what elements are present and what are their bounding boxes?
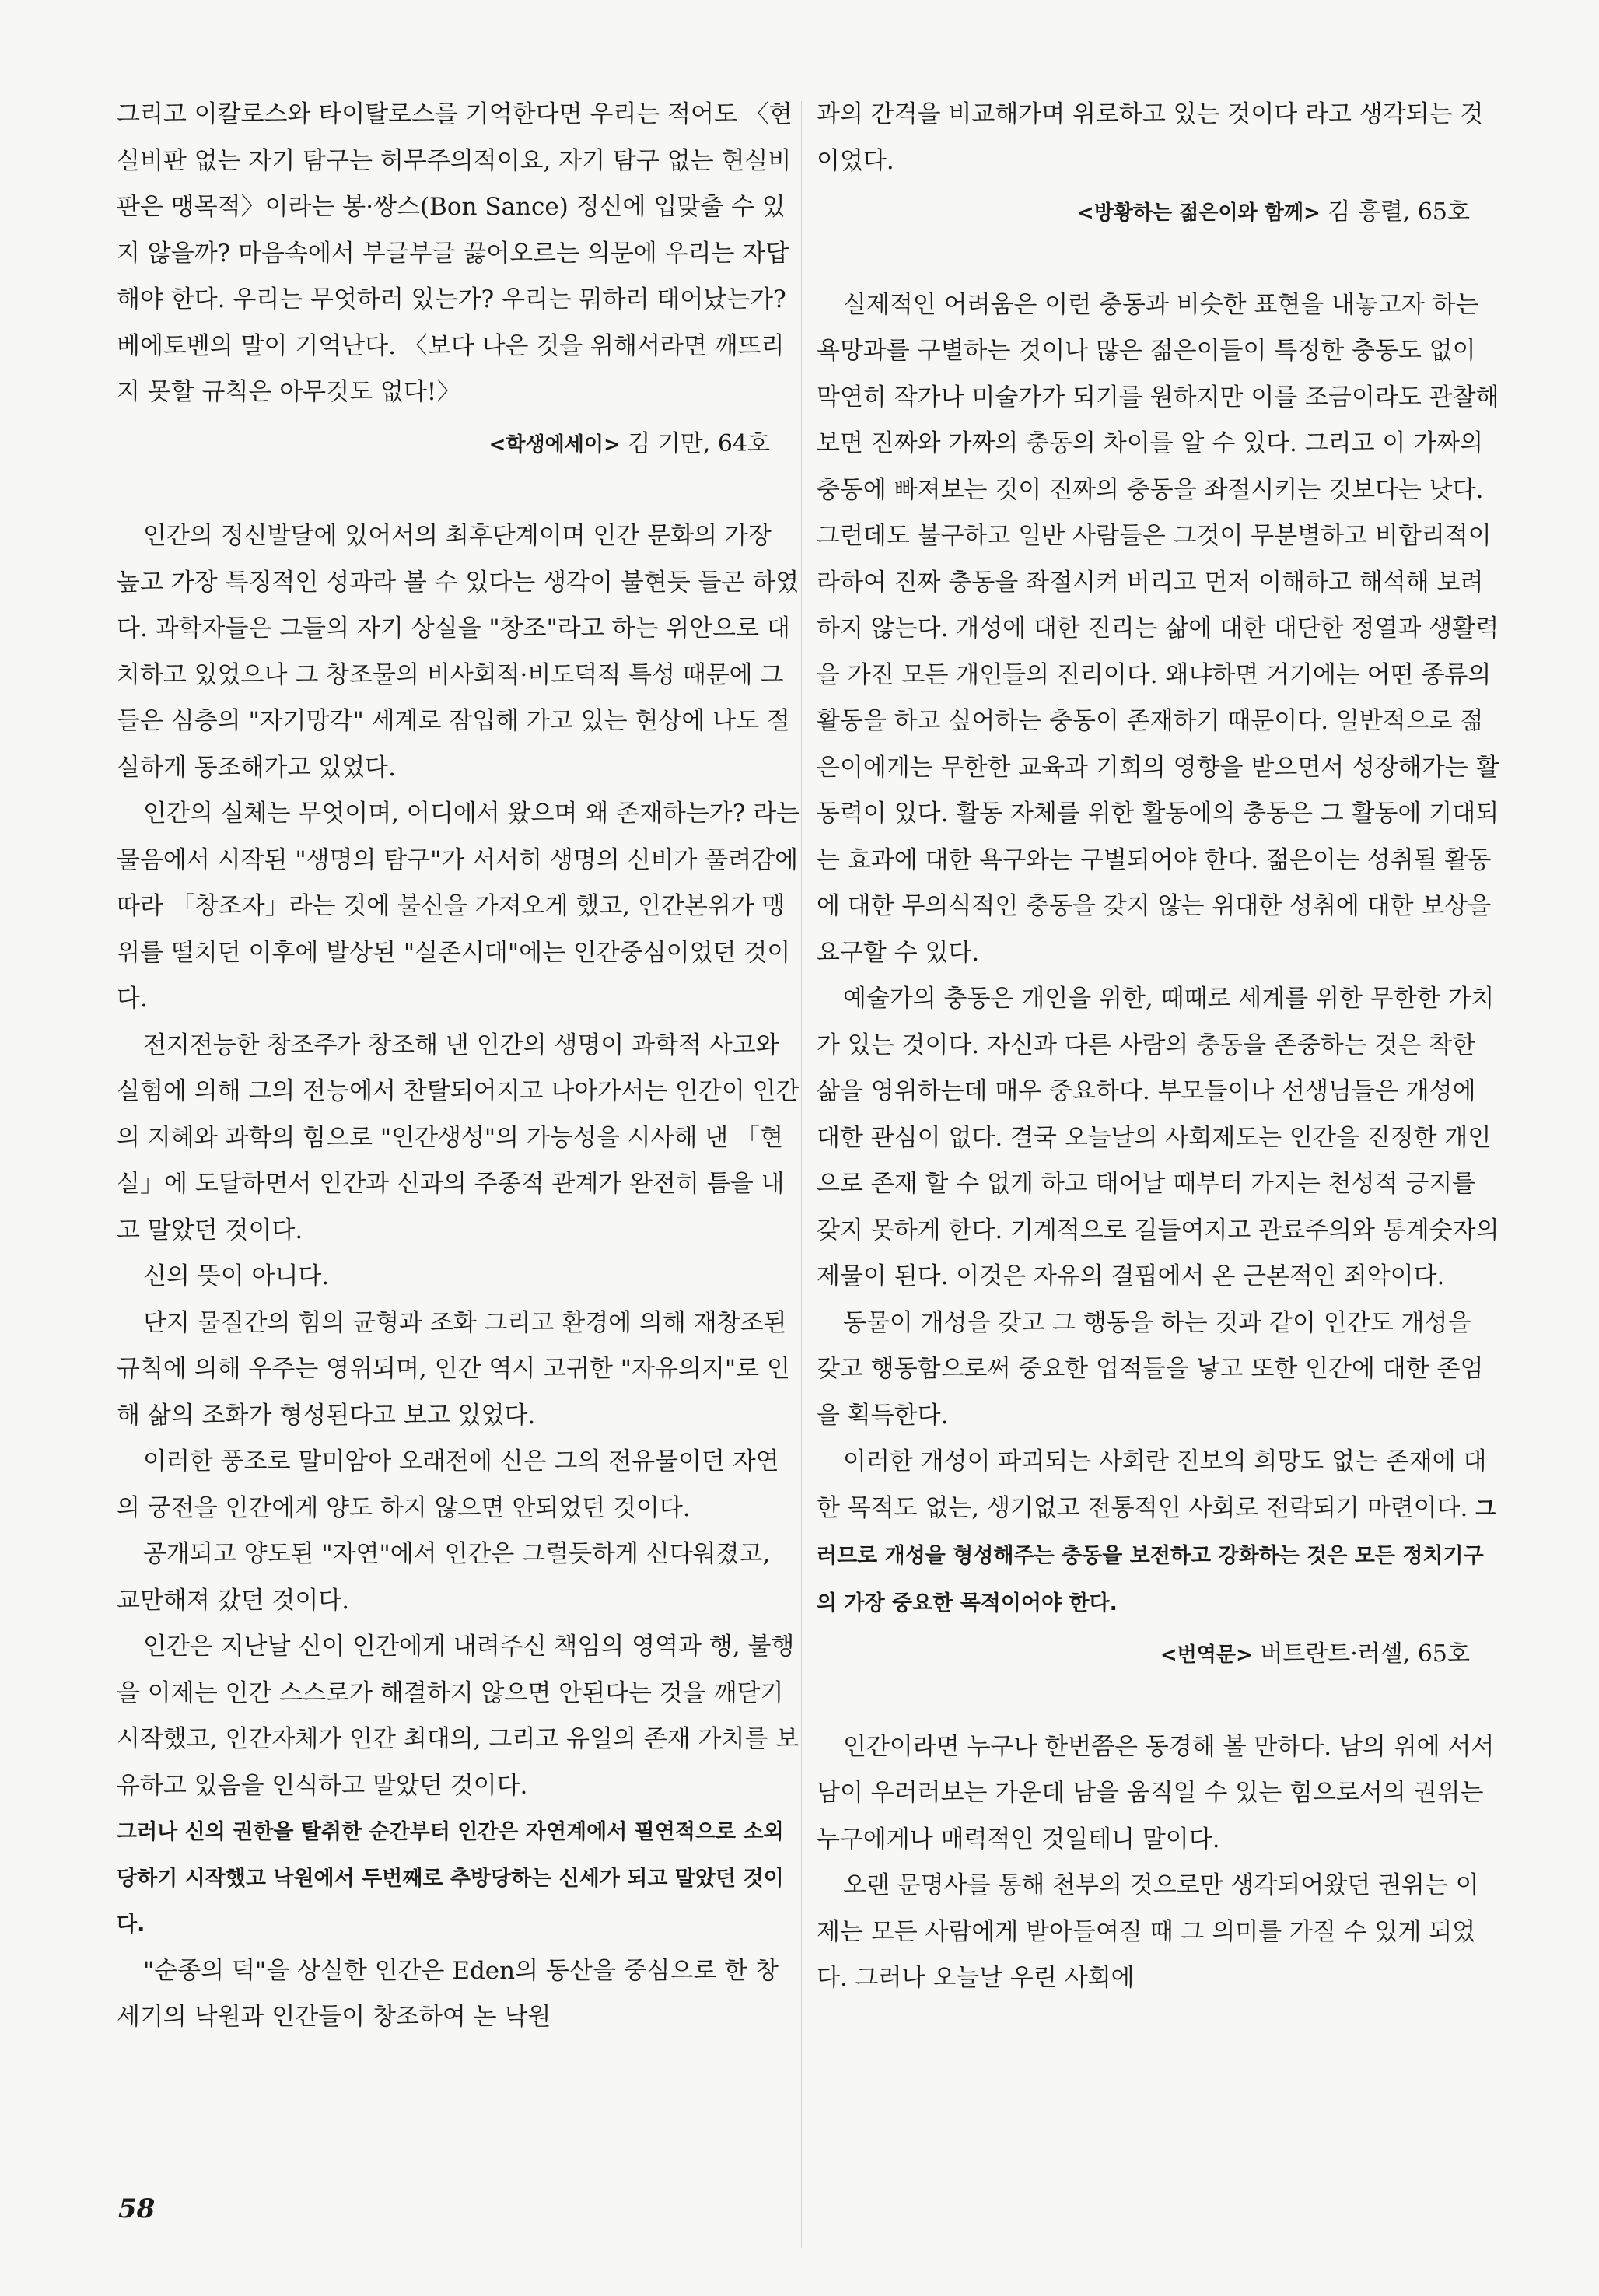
source-citation [817,1631,1501,1679]
source-tag: <번역문> [1160,1643,1253,1667]
paragraph: 과의 간격을 비교해가며 위로하고 있는 것이다 라고 생각되는 것이었다. [817,100,1484,175]
paragraph: 인간이라면 누구나 한번쯤은 동경해 볼 만하다. 남의 위에 서서 남이 우러러보는 가운데 남을 움직일 수 있는 힘으로서의 권위는 누구에게나 매력적인 것일테니 말이다. [817,1732,1495,1853]
paragraph: 공개되고 양도된 "자연"에서 인간은 그럴듯하게 신다워졌고, 교만해져 갔던 것이다. [117,1540,771,1615]
source-author: 김 흥렬, 65호 [1328,198,1470,226]
left-column [117,92,801,2041]
paragraph: "순종의 덕"을 상실한 인간은 Eden의 동산을 중심으로 한 창세기의 낙원과 인간들이 창조하여 논 낙원 [117,1956,779,2031]
right-column [817,92,1501,2002]
bold-text: 그러므로 개성을 형성해주는 충동을 보전하고 강화하는 것은 모든 정치기구의 가장 중요한 목적이어야 한다. [817,1496,1496,1615]
paragraph: 인간의 실체는 무엇이며, 어디에서 왔으며 왜 존재하는가? 라는 물음에서 시작된 "생명의 탐구"가 서서히 생명의 신비가 풀려감에 따라 「창조자」라는 것에 불신을 가져오게 했고, 인간본위가 맹위를 떨치던 이후에 발상된 "실존시대"에는 인간중심이었던 것이다. [117,800,800,1013]
paragraph: 그리고 이칼로스와 타이탈로스를 기억한다면 우리는 적어도 〈현실비판 없는 자기 탐구는 허무주의적이요, 자기 탐구 없는 현실비판은 맹목적〉이라는 봉·쌍스(Bon Sance) 정신에 입맞출 수 있지 않을까? 마음속에서 부글부글 끓어오르는 의문에 우리는 자답해야 한다. 우리는 무엇하러 있는가? 우리는 뭐하러 태어났는가? 베에토벤의 말이 기억난다. 〈보다 나은 것을 위해서라면 깨뜨리지 못할 규칙은 아무것도 없다!〉 [117,100,793,406]
paragraph: 실제적인 어려움은 이런 충동과 비슷한 표현을 내놓고자 하는 욕망과를 구별하는 것이나 많은 젊은이들이 특정한 충동도 없이 막연히 작가나 미술가가 되기를 원하지만 이를 조금이라도 관찰해 보면 진짜와 가짜의 충동의 차이를 알 수 있다. 그리고 이 가짜의 충동에 빠져보는 것이 진짜의 충동을 좌절시키는 것보다는 낫다. 그런데도 불구하고 일반 사람들은 그것이 무분별하고 비합리적이라하여 진짜 충동을 좌절시켜 버리고 먼저 이해하고 해석해 보려 하지 않는다. 개성에 대한 진리는 삶에 대한 대단한 정열과 생활력을 가진 모든 개인들의 진리이다. 왜냐하면 거기에는 어떤 종류의 활동을 하고 싶어하는 충동이 존재하기 때문이다. 일반적으로 젊은이에게는 무한한 교육과 기회의 영향을 받으면서 성장해가는 활동력이 있다. 활동 자체를 위한 활동에의 충동은 그 활동에 기대되는 효과에 대한 욕구와는 구별되어야 한다. 젊은이는 성취될 활동에 대한 무의식적인 충동을 갖지 않는 위대한 성취에 대한 보상을 요구할 수 있다. [817,290,1499,967]
source-citation [117,421,801,469]
source-author: 김 기만, 64호 [628,429,770,457]
paragraph: 오랜 문명사를 통해 천부의 것으로만 생각되어왔던 권위는 이제는 모든 사람에게 받아들여질 때 그 의미를 가질 수 있게 되었다. 그러나 오늘날 우린 사회에 [817,1871,1479,1992]
paragraph-text: 이러한 개성이 파괴되는 사회란 진보의 희망도 없는 존재에 대한 목적도 없는, 생기없고 전통적인 사회로 전락되기 마련이다. [817,1447,1487,1522]
paragraph: 동물이 개성을 갖고 그 행동을 하는 것과 같이 인간도 개성을 갖고 행동함으로써 중요한 업적들을 낳고 또한 인간에 대한 존엄을 획득한다. [817,1308,1484,1430]
paragraph: 단지 물질간의 힘의 균형과 조화 그리고 환경에 의해 재창조된 규칙에 의해 우주는 영위되며, 인간 역시 고귀한 "자유의지"로 인해 삶의 조화가 형성된다고 보고 있었다. [117,1308,790,1430]
paragraph: 예술가의 충동은 개인을 위한, 때때로 세계를 위한 무한한 가치가 있는 것이다. 자신과 다른 사람의 충동을 존중하는 것은 착한 삶을 영위하는데 매우 중요하다. 부모들이나 선생님들은 개성에 대한 관심이 없다. 결국 오늘날의 사회제도는 인간을 진정한 개인으로 존재 할 수 없게 하고 태어날 때부터 가지는 천성적 긍지를 갖지 못하게 한다. 기계적으로 길들여지고 관료주의와 통계숫자의 제물이 된다. 이것은 자유의 결핍에서 온 근본적인 죄악이다. [817,985,1499,1290]
paragraph: 전지전능한 창조주가 창조해 낸 인간의 생명이 과학적 사고와 실험에 의해 그의 전능에서 찬탈되어지고 나아가서는 인간이 인간의 지혜와 과학의 힘으로 "인간생성"의 가능성을 시사해 낸 「현실」에 도달하면서 인간과 신과의 주종적 관계가 완전히 틈을 내고 말았던 것이다. [117,1031,800,1244]
paragraph [817,1439,1501,1626]
source-tag: <학생에세이> [488,432,621,457]
paragraph: 인간은 지난날 신이 인간에게 내려주신 책임의 영역과 행, 불행을 이제는 인간 스스로가 해결하지 않으면 안된다는 것을 깨닫기 시작했고, 인간자체가 인간 최대의, 그리고 유일의 존재 가치를 보유하고 있음을 인식하고 말았던 것이다. [117,1633,800,1800]
source-citation [817,189,1501,237]
source-tag: <방황하는 젊은이와 함께> [1076,201,1321,225]
bold-paragraph: 그러나 신의 권한을 탈취한 순간부터 인간은 자연계에서 필연적으로 소외당하기 시작했고 낙원에서 두번째로 추방당하는 신세가 되고 말았던 것이다. [117,1820,784,1937]
paragraph: 인간의 정신발달에 있어서의 최후단계이며 인간 문화의 가장 높고 가장 특징적인 성과라 볼 수 있다는 생각이 불현듯 들곤 하였다. 과학자들은 그들의 자기 상실을 "창조"라고 하는 위안으로 대치하고 있었으나 그 창조물의 비사회적·비도덕적 특성 때문에 그들은 심층의 "자기망각" 세계로 잠입해 가고 있는 현상에 나도 절실하게 동조해가고 있었다. [117,522,800,782]
source-author: 버트란트·러셀, 65호 [1260,1640,1470,1668]
paragraph: 이러한 풍조로 말미암아 오래전에 신은 그의 전유물이던 자연의 궁전을 인간에게 양도 하지 않으면 안되었던 것이다. [117,1447,779,1522]
column-divider [801,101,802,2248]
paragraph: 신의 뜻이 아니다. [143,1262,330,1290]
page-number: 58 [118,2193,156,2224]
